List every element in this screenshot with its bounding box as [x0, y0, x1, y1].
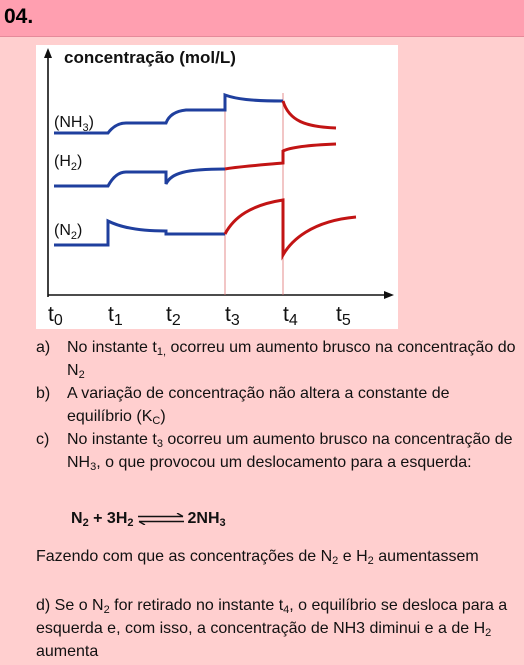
question-header	[0, 0, 524, 37]
list-marker: a)	[36, 339, 51, 356]
list-marker: c)	[36, 431, 50, 448]
list-item-text	[67, 382, 516, 428]
subscript: 2	[103, 604, 110, 616]
series-h2-blue	[54, 169, 225, 186]
text-run: , o equilíbrio se desloca para a esquerda e, com isso, a concentração de NH3 diminui e a de H	[36, 597, 508, 637]
text-run: d) Se o N	[36, 597, 104, 614]
eq-h2: + 3H	[88, 510, 128, 527]
text-run: aumentassem	[373, 548, 479, 565]
chart-title: concentração (mol/L)	[64, 48, 236, 67]
x-tick-label: t0	[48, 303, 63, 329]
question-number: 04.	[4, 5, 34, 28]
chart-svg	[36, 45, 398, 329]
series-n2-red	[225, 200, 356, 255]
x-tick-label: t4	[283, 303, 298, 329]
series-label-h2: $(H_2)$	[54, 153, 83, 173]
subscript: 3	[156, 438, 163, 450]
x-tick-label: t1	[108, 303, 123, 329]
answer-list	[36, 336, 516, 474]
list-item-text	[67, 336, 516, 382]
text-run: No instante t	[67, 339, 157, 356]
x-axis-arrow	[384, 291, 394, 299]
eq-h2-sub: 2	[127, 517, 134, 529]
text-run: for retirado no instante t	[109, 597, 284, 614]
eq-n2-sub: 2	[82, 517, 89, 529]
chemical-equation	[71, 510, 226, 528]
text-run: A variação de concentração não altera a constante de equilíbrio (K	[67, 385, 450, 425]
concentration-chart	[36, 45, 398, 329]
series-label-nh3: $(NH_3)$	[54, 114, 94, 134]
subscript: 1,	[156, 346, 167, 358]
eq-n2: N	[71, 510, 83, 527]
subscript: 2	[367, 555, 374, 567]
subscript: C	[152, 415, 161, 427]
eq-nh3-sub: 3	[219, 517, 226, 529]
text-run: , o que provocou um deslocamento para a esquerda:	[96, 454, 472, 471]
equilibrium-arrow-icon	[136, 513, 186, 525]
text-run: aumenta	[36, 643, 99, 660]
x-tick-label: t5	[336, 303, 351, 329]
text-run: e H	[338, 548, 368, 565]
subscript: 3	[90, 461, 97, 473]
item-d-text	[36, 594, 520, 663]
y-axis-arrow	[44, 48, 52, 58]
list-item	[36, 382, 516, 428]
series-h2-red	[225, 144, 336, 169]
series-label-n2: $(N_2)$	[54, 222, 83, 242]
text-run: ocorreu um aumento brusco na concentração de NH	[67, 431, 513, 471]
text-run: Fazendo com que as concentrações de N	[36, 548, 333, 565]
list-item	[36, 428, 516, 474]
list-item-text	[67, 428, 516, 474]
subscript: 2	[332, 555, 339, 567]
text-run: ocorreu um aumento brusco na concentração do N	[67, 339, 516, 379]
subscript: 4	[283, 604, 290, 616]
list-marker: b)	[36, 385, 51, 402]
list-item	[36, 336, 516, 382]
series-nh3-red	[283, 101, 336, 128]
x-tick-label: t3	[225, 303, 240, 329]
conclusion-text	[36, 545, 520, 568]
x-tick-labels	[48, 303, 351, 329]
text-run: No instante t	[67, 431, 157, 448]
subscript: 2	[78, 369, 85, 381]
text-run: )	[160, 408, 166, 425]
eq-nh3: 2NH	[187, 510, 220, 527]
subscript: 2	[485, 627, 492, 639]
x-tick-label: t2	[166, 303, 181, 329]
